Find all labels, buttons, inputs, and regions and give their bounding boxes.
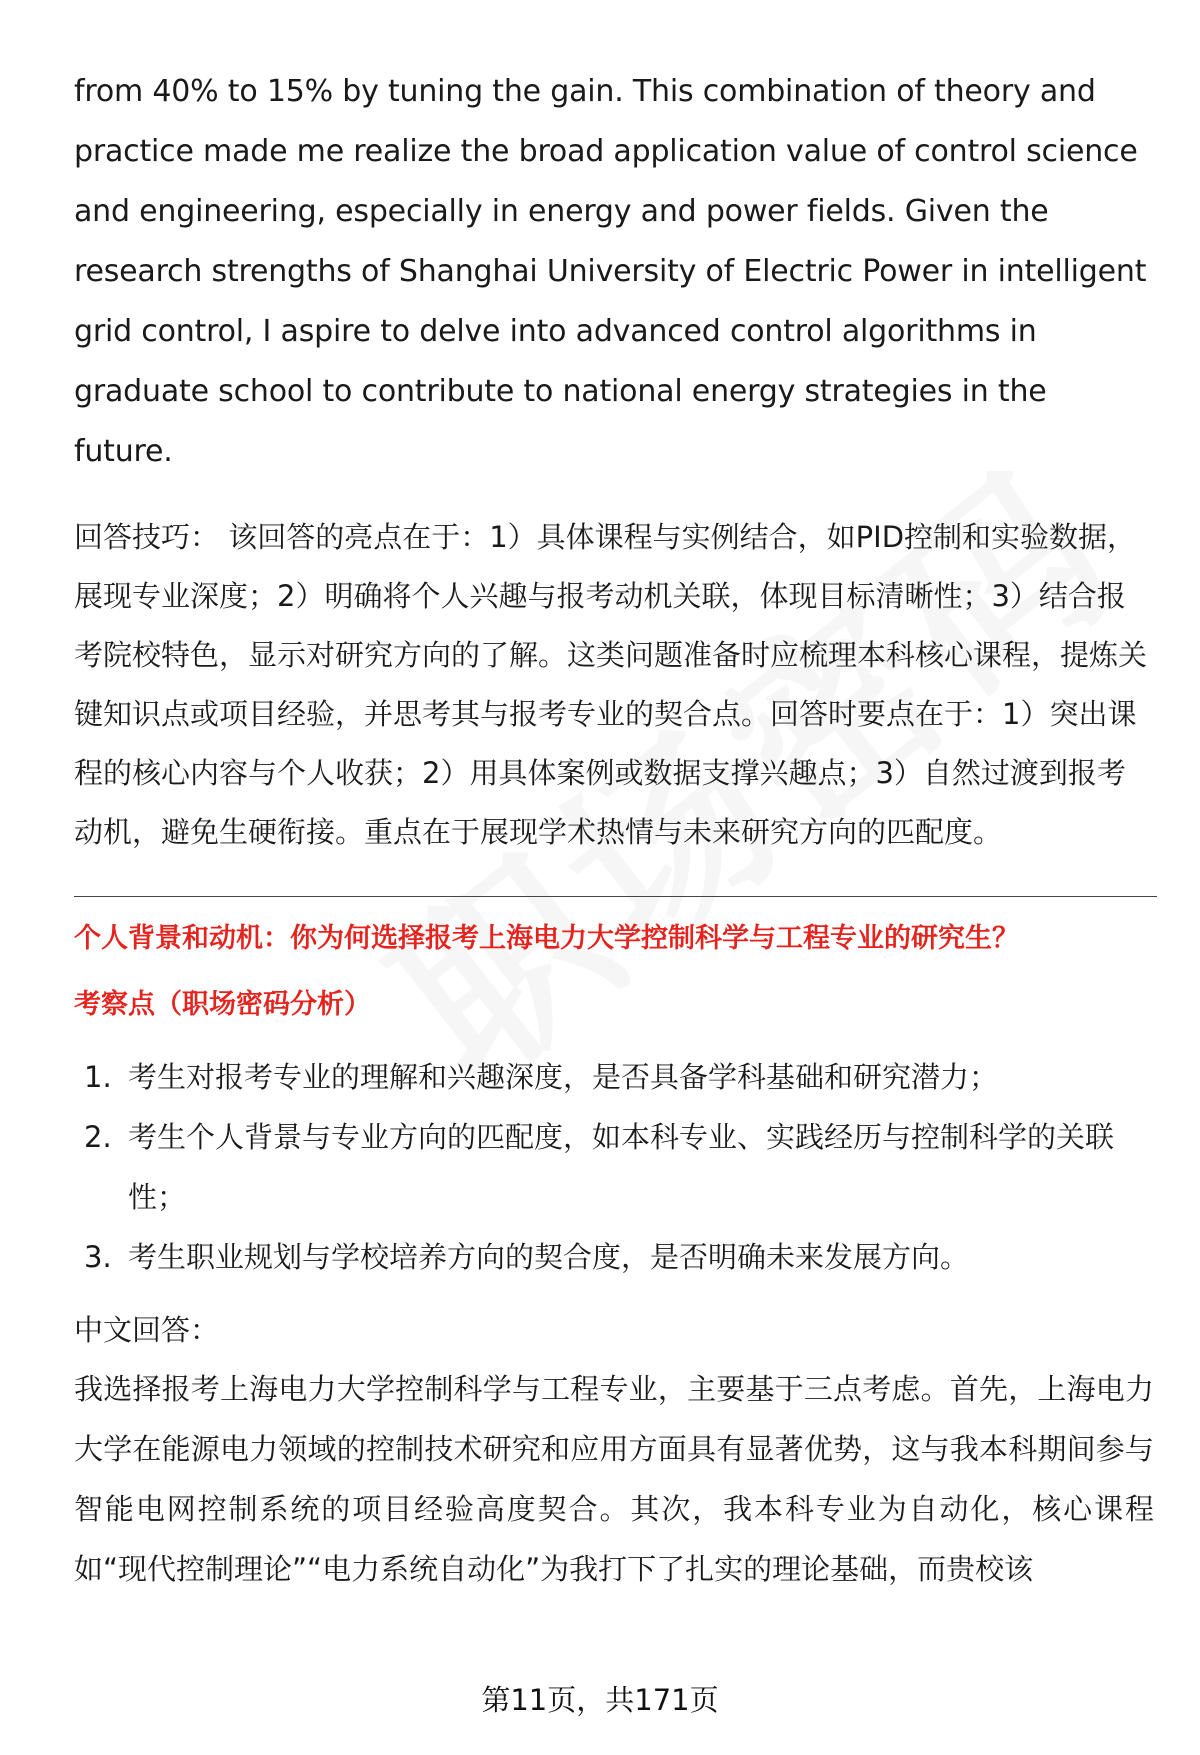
tips-text: 该回答的亮点在于：1）具体课程与实例结合，如PID控制和实验数据，展现专业深度；2）明确将个人兴趣与报考动机关联，体现目标清晰性；3）结合报考院校特色，显示对研究方向的了解。这类问题准备时应梳理本科核心课程，提炼关键知识点或项目经验，并思考其与报考专业的契合点。回答时要点在于：1）突出课程的核心内容与个人收获；2）用具体案例或数据支撑兴趣点；3）自然过渡到报考动机，避免生硬衔接。重点在于展现学术热情与未来研究方向的匹配度。 bbox=[74, 520, 1148, 849]
list-item bbox=[74, 1107, 1154, 1227]
page-number: 第11页，共171页 bbox=[481, 1683, 719, 1717]
list-item-text: 考生个人背景与专业方向的匹配度，如本科专业、实践经历与控制科学的关联性； bbox=[128, 1120, 1115, 1214]
tips-paragraph bbox=[74, 508, 1154, 862]
list-item bbox=[74, 1227, 1154, 1287]
answer-label: 中文回答： bbox=[74, 1313, 220, 1347]
document-page bbox=[74, 62, 1154, 1599]
list-item-number: 1. bbox=[84, 1060, 112, 1094]
section-divider bbox=[74, 896, 1157, 897]
evaluation-points-list bbox=[74, 1047, 1154, 1287]
question-subtitle: 考察点（职场密码分析） bbox=[74, 989, 371, 1020]
list-item-text: 考生职业规划与学校培养方向的契合度，是否明确未来发展方向。 bbox=[128, 1240, 970, 1274]
list-item-number: 3. bbox=[84, 1240, 112, 1274]
list-item-number: 2. bbox=[84, 1120, 112, 1154]
intro-paragraph: from 40% to 15% by tuning the gain. This combination of theory and practice made me realize the broad application value of control science and engineering, especially in energy and power fields. Given the research strengths of Shanghai University of Electric Power in intelligent grid control, I aspire to delve into advanced control algorithms in graduate school to contribute to national energy strategies in the future. bbox=[74, 74, 1147, 469]
list-item-text: 考生对报考专业的理解和兴趣深度，是否具备学科基础和研究潜力； bbox=[128, 1060, 999, 1094]
answer-paragraph: 我选择报考上海电力大学控制科学与工程专业，主要基于三点考虑。首先，上海电力大学在能源电力领域的控制技术研究和应用方面具有显著优势，这与我本科期间参与智能电网控制系统的项目经验高度契合。其次，我本科专业为自动化，核心课程如“现代控制理论”“电力系统自动化”为我打下了扎实的理论基础，而贵校该 bbox=[74, 1372, 1154, 1586]
question-title: 个人背景和动机：你为何选择报考上海电力大学控制科学与工程专业的研究生？ bbox=[74, 923, 1019, 954]
tips-label: 回答技巧： bbox=[74, 520, 220, 554]
list-item bbox=[74, 1047, 1154, 1107]
